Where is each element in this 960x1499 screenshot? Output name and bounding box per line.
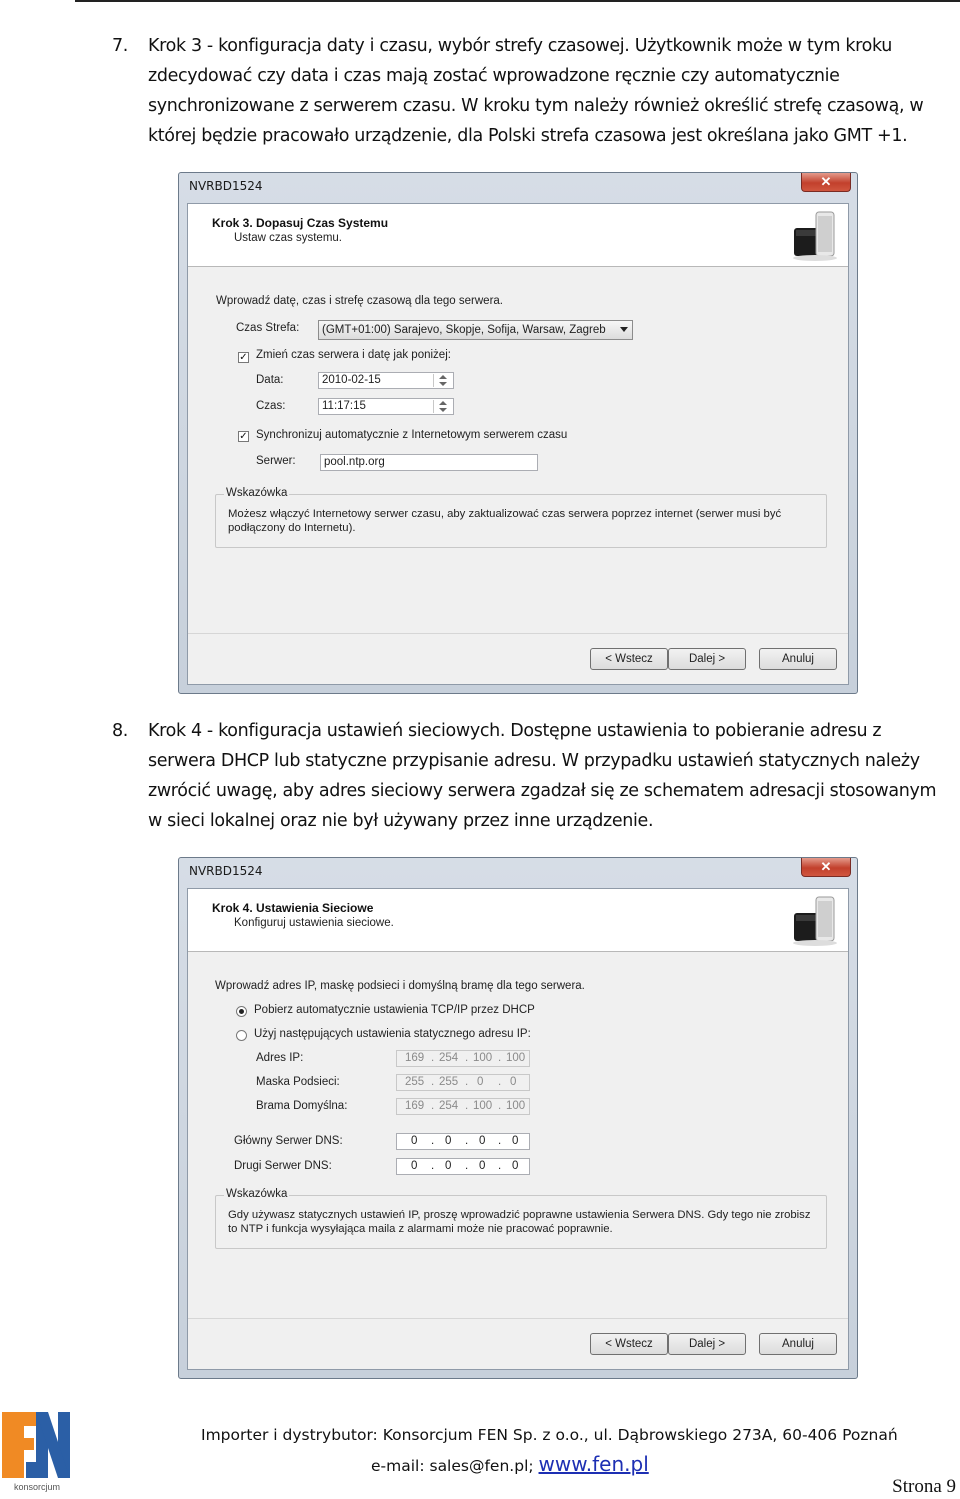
ntp-server-field[interactable] <box>320 454 538 471</box>
octet: 100 <box>473 1052 493 1064</box>
logo-text: konsorcjum <box>13 1482 61 1492</box>
step-number: 8. <box>112 721 128 741</box>
gateway-field[interactable]: 169 . 254 . 100 . 100 <box>396 1098 530 1115</box>
static-ip-radio-label: Użyj następujących ustawienia statycznego adresu IP: <box>254 1028 531 1040</box>
octet: 100 <box>506 1100 526 1112</box>
ip-label: Adres IP: <box>256 1052 304 1064</box>
ip-address-field[interactable]: 169 . 254 . 100 . 100 <box>396 1050 530 1067</box>
top-rule <box>75 0 960 2</box>
wizard-body <box>188 952 848 1319</box>
octet: 0 <box>477 1076 484 1088</box>
ntp-server-value: pool.ntp.org <box>324 456 385 468</box>
step-8-paragraph <box>112 716 952 836</box>
date-field[interactable] <box>318 372 454 389</box>
hint-legend: Wskazówka <box>226 1188 288 1200</box>
wizard-header <box>188 204 848 267</box>
subnet-mask-field[interactable]: 255 . 255 . 0 . 0 <box>396 1074 530 1091</box>
nvr-device-icon <box>790 893 840 947</box>
gateway-label: Brama Domyślna: <box>256 1100 348 1112</box>
dns2-label: Drugi Serwer DNS: <box>234 1160 332 1172</box>
close-button[interactable]: ✕ <box>801 858 851 877</box>
hint-groupbox <box>215 1188 827 1249</box>
wizard-header <box>188 889 848 952</box>
octet: 0 <box>445 1135 452 1147</box>
timezone-select[interactable] <box>318 320 633 340</box>
next-button[interactable]: Dalej > <box>668 648 746 670</box>
time-value: 11:17:15 <box>322 400 366 412</box>
hint-groupbox <box>215 487 827 548</box>
octet: 0 <box>411 1135 418 1147</box>
octet: 254 <box>439 1052 459 1064</box>
octet: 254 <box>439 1100 459 1112</box>
time-config-dialog <box>178 172 858 694</box>
timezone-value: (GMT+01:00) Sarajevo, Skopje, Sofija, Warsaw, Zagreb <box>322 324 606 336</box>
dns1-label: Główny Serwer DNS: <box>234 1135 343 1147</box>
octet: 0 <box>512 1135 519 1147</box>
header-subtitle: Ustaw czas systemu. <box>234 232 342 244</box>
network-config-dialog <box>178 857 858 1379</box>
intro-text: Wprowadź datę, czas i strefę czasową dla tego serwera. <box>216 295 503 307</box>
server-label: Serwer: <box>256 455 296 467</box>
octet: 100 <box>473 1100 493 1112</box>
wizard-footer <box>188 1318 848 1369</box>
page-number: Strona 9 <box>892 1476 956 1497</box>
mask-label: Maska Podsieci: <box>256 1076 340 1088</box>
window-title: NVRBD1524 <box>189 179 263 193</box>
dhcp-radio-label: Pobierz automatycznie ustawienia TCP/IP przez DHCP <box>254 1004 535 1016</box>
time-label: Czas: <box>256 400 286 412</box>
octet: 0 <box>445 1160 452 1172</box>
octet: 0 <box>510 1076 517 1088</box>
next-button[interactable]: Dalej > <box>668 1333 746 1355</box>
octet: 0 <box>479 1135 486 1147</box>
close-button[interactable]: ✕ <box>801 173 851 192</box>
static-ip-radio[interactable] <box>236 1030 247 1041</box>
time-spinner[interactable] <box>433 400 452 413</box>
contact-line <box>371 1452 649 1476</box>
date-value: 2010-02-15 <box>322 374 381 386</box>
step-text: Krok 3 - konfiguracja daty i czasu, wybór strefy czasowej. Użytkownik może w tym kroku zdecydować czy data i czas mają zostać wprowadzone ręcznie czy automatycznie synchronizowane z serwerem czasu. W kroku tym należy również określić strefę czasową, w której będzie pracowało urządzenie, dla Polski strefa czasowa jest określana jako GMT +1. <box>148 36 924 146</box>
header-subtitle: Konfiguruj ustawienia sieciowe. <box>234 917 394 929</box>
hint-legend: Wskazówka <box>226 487 288 499</box>
back-button[interactable]: < Wstecz <box>590 648 668 670</box>
step-text: Krok 4 - konfiguracja ustawień sieciowych. Dostępne ustawienia to pobieranie adresu z serwera DHCP lub statyczne przypisanie adresu. W przypadku ustawień statycznych należy zwrócić uwagę, aby adres sieciowy serwera zgadzał się ze schematem adresacji stosowanym w sieci lokalnej oraz nie był używany przez inne urządzenie. <box>148 721 937 831</box>
octet: 169 <box>405 1100 425 1112</box>
octet: 0 <box>512 1160 519 1172</box>
ntp-sync-label: Synchronizuj automatycznie z Internetowym serwerem czasu <box>256 429 568 441</box>
ntp-sync-checkbox[interactable]: ✓ <box>239 431 248 442</box>
nvr-device-icon <box>790 208 840 262</box>
wizard-body <box>188 267 848 634</box>
dhcp-radio[interactable] <box>236 1006 247 1017</box>
importer-line: Importer i dystrybutor: Konsorcjum FEN Sp. z o.o., ul. Dąbrowskiego 273A, 60-406 Poznań <box>201 1426 898 1444</box>
back-button[interactable]: < Wstecz <box>590 1333 668 1355</box>
cancel-button[interactable]: Anuluj <box>759 1333 837 1355</box>
email-text: e-mail: sales@fen.pl; <box>371 1457 539 1475</box>
step-7-paragraph <box>112 31 952 151</box>
chevron-down-icon[interactable] <box>620 327 628 332</box>
intro-text: Wprowadź adres IP, maskę podsieci i domyślną bramę dla tego serwera. <box>215 980 585 992</box>
window-title: NVRBD1524 <box>189 864 263 878</box>
octet: 169 <box>405 1052 425 1064</box>
octet: 255 <box>405 1076 425 1088</box>
date-label: Data: <box>256 374 284 386</box>
hint-text: Gdy używasz statycznych ustawień IP, proszę wprowadzić poprawne ustawienia Serwera DNS. Gdy tego nie zrobisz to NTP i funkcja wysyłająca maila z alarmami może nie pracować poprawnie. <box>228 1209 811 1235</box>
website-link[interactable]: www.fen.pl <box>538 1452 649 1476</box>
header-title: Krok 3. Dopasuj Czas Systemu <box>212 216 389 230</box>
primary-dns-field[interactable]: 0 . 0 . 0 . 0 <box>396 1133 530 1150</box>
date-spinner[interactable] <box>433 374 452 387</box>
step-number: 7. <box>112 36 128 56</box>
octet: 255 <box>439 1076 459 1088</box>
wizard-footer <box>188 633 848 684</box>
octet: 0 <box>479 1160 486 1172</box>
manual-time-checkbox[interactable]: ✓ <box>239 352 248 363</box>
octet: 0 <box>411 1160 418 1172</box>
header-title: Krok 4. Ustawienia Sieciowe <box>212 901 374 915</box>
octet: 100 <box>506 1052 526 1064</box>
hint-text: Możesz włączyć Internetowy serwer czasu, aby zaktualizować czas serwera poprzez internet (serwer musi być podłączony do Internetu). <box>228 508 782 534</box>
cancel-button[interactable]: Anuluj <box>759 648 837 670</box>
fen-logo <box>2 1410 72 1494</box>
timezone-label: Czas Strefa: <box>236 322 300 334</box>
manual-time-label: Zmień czas serwera i datę jak poniżej: <box>256 349 451 361</box>
time-field[interactable] <box>318 398 454 415</box>
secondary-dns-field[interactable]: 0 . 0 . 0 . 0 <box>396 1158 530 1175</box>
